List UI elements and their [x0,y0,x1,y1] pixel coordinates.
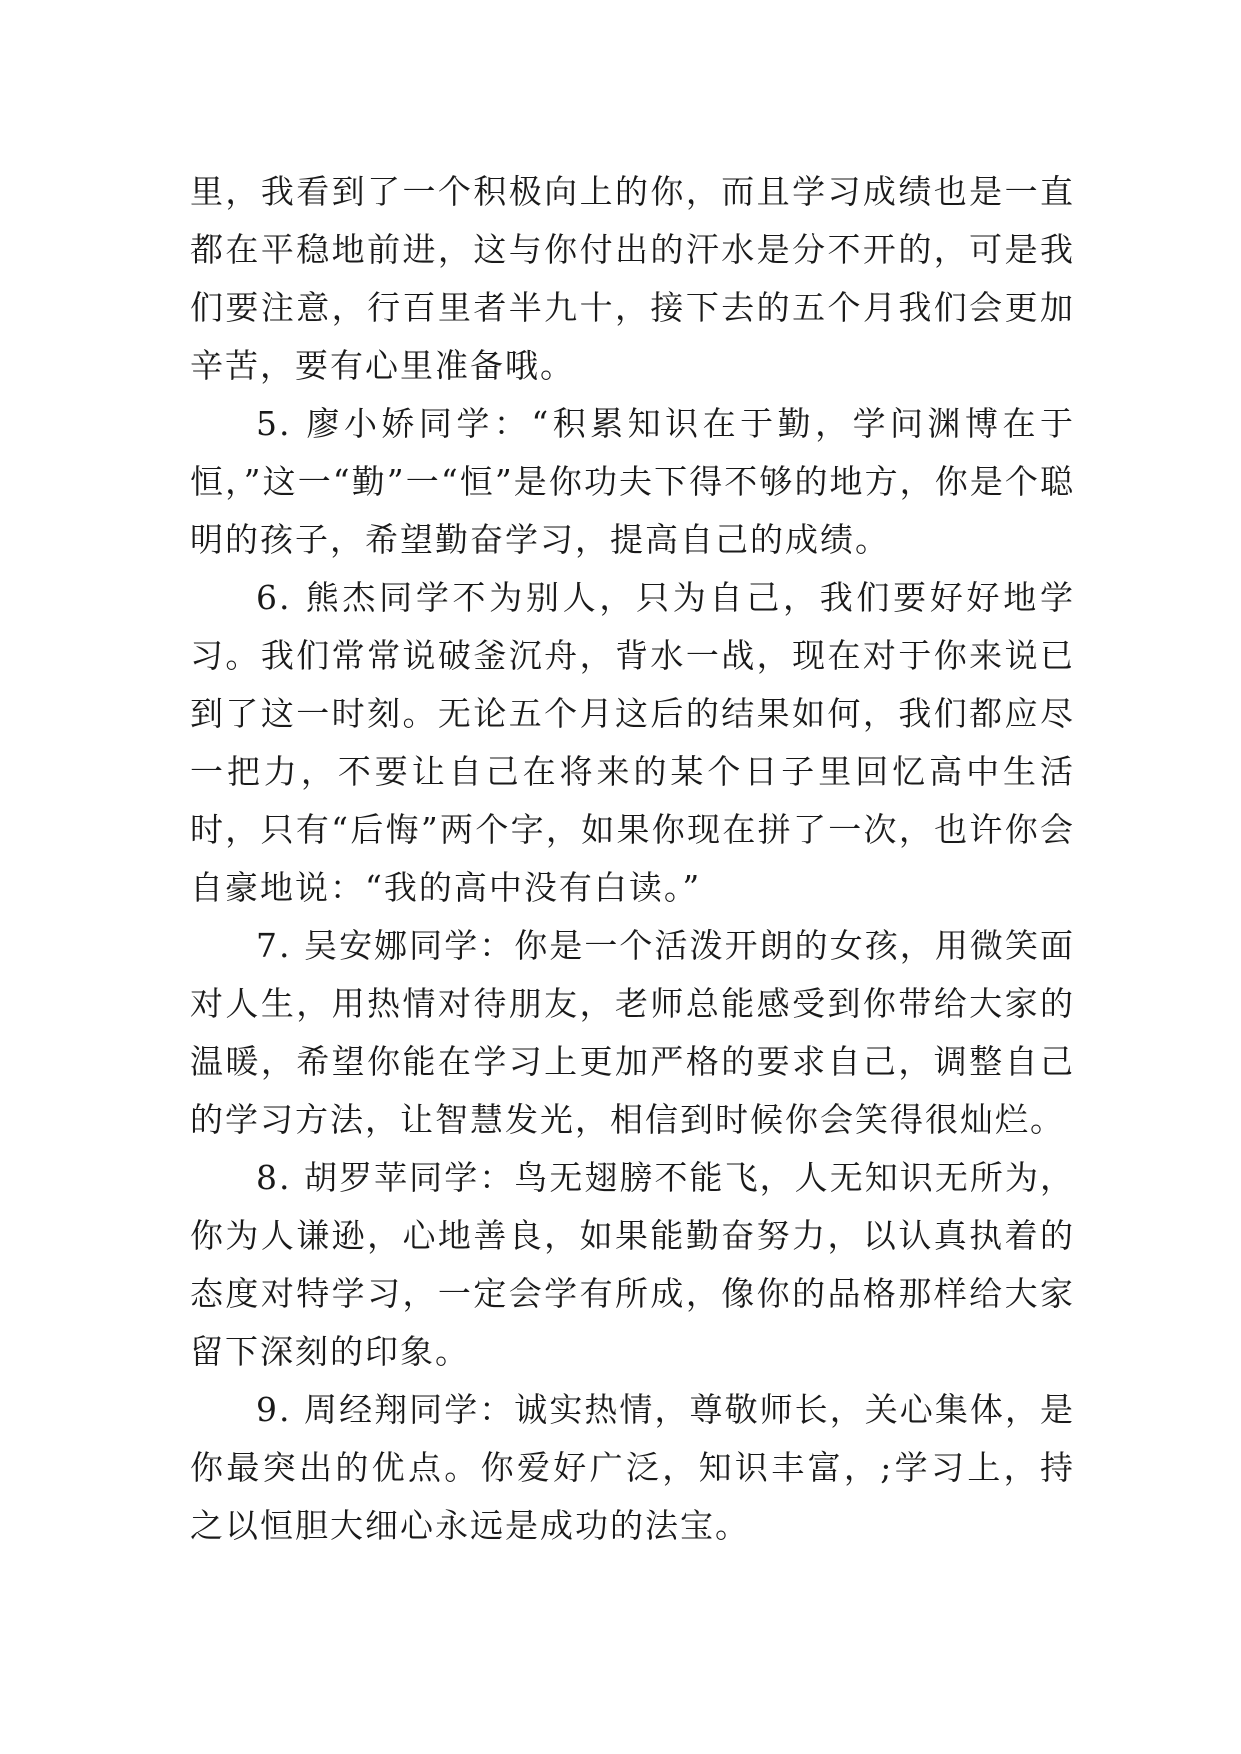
document-page [190,163,1075,1555]
paragraph-continuation: 里，我看到了一个积极向上的你，而且学习成绩也是一直都在平稳地前进，这与你付出的汗水是分不开的，可是我们要注意，行百里者半九十，接下去的五个月我们会更加辛苦，要有心里准备哦。 [190,172,1075,385]
paragraph-comment-8: 8. 胡罗苹同学：鸟无翅膀不能飞，人无知识无所为，你为人谦逊，心地善良，如果能勤奋努力，以认真执着的态度对特学习，一定会学有所成，像你的品格那样给大家留下深刻的印象。 [190,1158,1075,1371]
paragraph-comment-7: 7. 吴安娜同学：你是一个活泼开朗的女孩，用微笑面对人生，用热情对待朋友，老师总能感受到你带给大家的温暖，希望你能在学习上更加严格的要求自己，调整自己的学习方法，让智慧发光，相信到时候你会笑得很灿烂。 [190,926,1075,1139]
paragraph-comment-9: 9. 周经翔同学：诚实热情，尊敬师长，关心集体，是你最突出的优点。你爱好广泛，知识丰富，;学习上，持之以恒胆大细心永远是成功的法宝。 [190,1390,1075,1545]
paragraph-comment-6: 6. 熊杰同学不为别人，只为自己，我们要好好地学习。我们常常说破釜沉舟，背水一战，现在对于你来说已到了这一时刻。无论五个月这后的结果如何，我们都应尽一把力，不要让自己在将来的某个日子里回忆高中生活时，只有“后悔”两个字，如果你现在拼了一次，也许你会自豪地说：“我的高中没有白读。” [190,578,1075,907]
paragraph-comment-5: 5. 廖小娇同学：“积累知识在于勤，学问渊博在于恒，”这一“勤”一“恒”是你功夫下得不够的地方，你是个聪明的孩子，希望勤奋学习，提高自己的成绩。 [190,404,1075,559]
